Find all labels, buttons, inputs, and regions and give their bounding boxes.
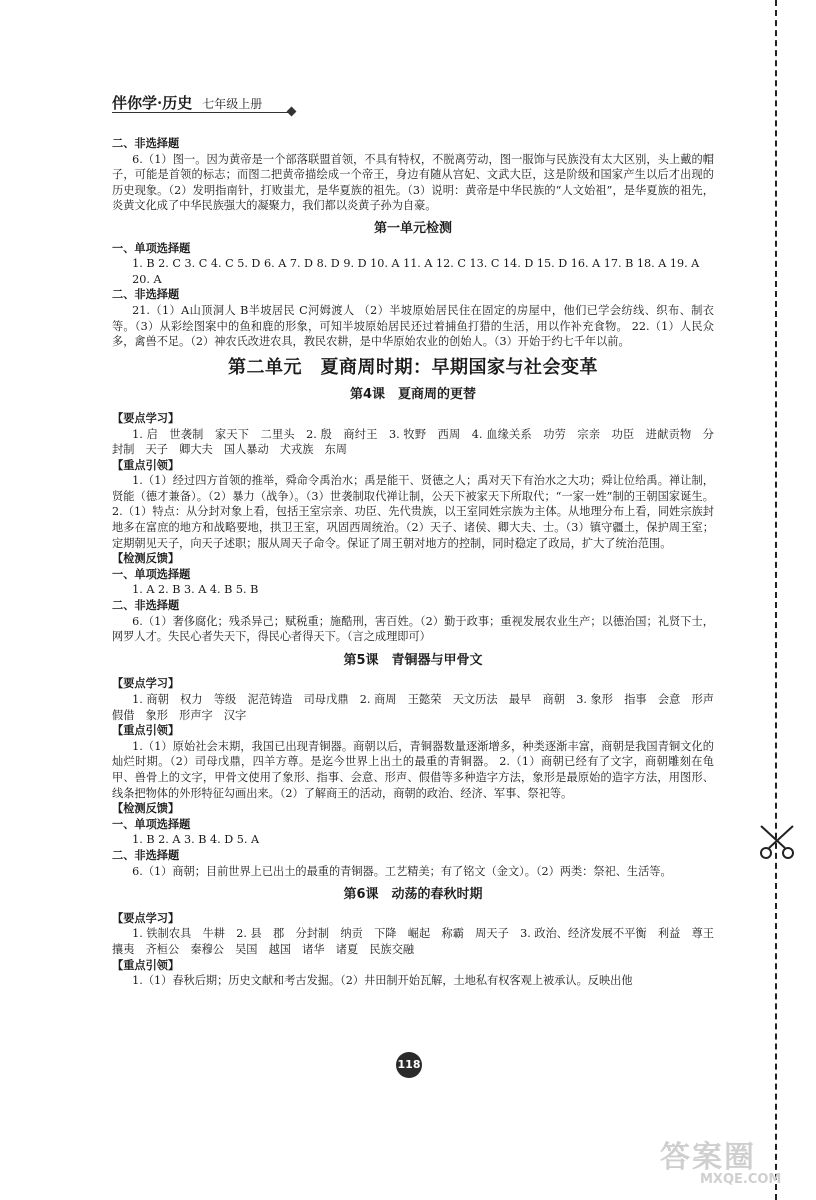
block-tag: 【检测反馈】 xyxy=(112,552,180,566)
choice-answers: 1. A 2. B 3. A 4. B 5. B xyxy=(132,583,259,597)
scissors-icon xyxy=(757,822,797,862)
lesson-title: 第4课 夏商周的更替 xyxy=(349,387,477,403)
section-heading: 二、非选择题 xyxy=(112,288,180,302)
answer-content xyxy=(112,136,726,989)
block-tag: 【要点学习】 xyxy=(112,911,180,925)
choice-answers: 1. B 2. A 3. B 4. D 5. A xyxy=(132,833,260,847)
block-tag: 【检测反馈】 xyxy=(112,802,180,816)
block-tag: 【重点引领】 xyxy=(112,724,180,738)
block-tag: 【要点学习】 xyxy=(112,411,180,425)
watermark-cn: 答案圈 xyxy=(660,1140,756,1175)
page-header xyxy=(112,92,262,113)
section-heading: 二、非选择题 xyxy=(112,848,180,862)
section-heading: 二、非选择题 xyxy=(112,599,180,613)
header-subtitle: 七年级上册 xyxy=(202,97,263,111)
answer-paragraph: 1. 铁制农具 牛耕 2. 县 郡 分封制 纳贡 下降 崛起 称霸 周天子 3. 政治、经济发展不平衡 利益 尊王攘夷 齐桓公 秦穆公 吴国 越国 诸华 诸夏 民族交融 xyxy=(112,927,714,956)
page-number: 118 xyxy=(396,1052,422,1078)
block-tag: 【重点引领】 xyxy=(112,958,180,972)
section-heading: 一、单项选择题 xyxy=(112,567,191,581)
choice-answers: 1. B 2. C 3. C 4. C 5. D 6. A 7. D 8. D 9. D 10. A 11. A 12. C 13. C 14. D 15. D 16. A 17. B 18. A 19. A 20. A xyxy=(132,257,700,286)
answer-paragraph: 1.（1）春秋后期；历史文献和考古发掘。（2）井田制开始瓦解，土地私有权客观上被承认。反映出他 xyxy=(132,974,633,988)
header-rule xyxy=(112,112,292,113)
answer-paragraph: 6.（1）商朝；目前世界上已出土的最重的青铜器。工艺精美；有了铭文（金文）。（2）两类：祭祀、生活等。 xyxy=(132,864,672,878)
header-diamond-icon xyxy=(287,107,297,117)
answer-paragraph: 6.（1）图一。因为黄帝是一个部落联盟首领，不具有特权，不脱离劳动，图一服饰与民族没有太大区别，头上戴的帽子，可能是首领的标志；而图二把黄帝描绘成一个帝王，身边有随从宫妃、文武大臣，这是阶级和国家产生以后才出现的历史现象。（2）发明指南针，打败蚩尤，是华夏族的祖先。（3）说明：黄帝是中华民族的“人文始祖”，是华夏族的祖先，炎黄文化成了中华民族强大的凝聚力，我们都以炎黄子孙为自豪。 xyxy=(112,152,714,213)
block-tag: 【重点引领】 xyxy=(112,458,180,472)
answer-paragraph: 6.（1）奢侈腐化；残杀异己；赋税重；施酷刑，害百姓。（2）勤于政事；重视发展农业生产；以德治国；礼贤下士，网罗人才。失民心者失天下，得民心者得天下。（言之成理即可） xyxy=(112,614,714,644)
section-heading: 一、单项选择题 xyxy=(112,817,191,831)
watermark-en: MXQE.COM xyxy=(700,1172,782,1187)
lesson-title: 第6课 动荡的春秋时期 xyxy=(343,887,483,903)
cut-guide-line xyxy=(775,0,777,1200)
answer-paragraph: 1.（1）经过四方首领的推举，舜命令禹治水；禹是能干、贤德之人；禹对天下有治水之大功；舜让位给禹。禅让制，贤能（德才兼备）。（2）暴力（战争）。（3）世袭制取代禅让制，公天下被家天下所取代；“一家一姓”制的王朝国家诞生。 2.（1）特点：从分封对象上看，包括王室宗亲、功臣、先代贵族，以王室同姓宗族为主体。从地理分布上看，同姓宗族封地多在富庶的地方和战略要地，拱卫王室，巩固西周统治。（2）天子、诸侯、卿大夫、士。（3）镇守疆土，保护周王室；定期朝见天子，向天子述职；服从周天子命令。保证了周王朝对地方的控制，同时稳定了政局，扩大了统治范围。 xyxy=(112,474,714,550)
watermark-logo xyxy=(660,1132,808,1192)
header-title: 伴你学·历史 xyxy=(112,94,193,112)
block-tag: 【要点学习】 xyxy=(112,677,180,691)
section-heading: 一、单项选择题 xyxy=(112,241,191,255)
section-heading: 二、非选择题 xyxy=(112,137,180,150)
test-title: 第一单元检测 xyxy=(373,220,452,236)
answer-paragraph: 21.（1）A山顶洞人 B半坡居民 C河姆渡人 （2）半坡原始居民住在固定的房屋中，他们已学会纺线、织布、制衣等。（3）从彩绘图案中的鱼和鹿的形象，可知半坡原始居民还过着捕鱼打猎的生活，用以作补充食物。 22.（1）人民众多，禽兽不足。（2）神农氏改进农具，教民农耕，是中华原始农业的创始人。（3）开始于约七千年以前。 xyxy=(112,303,714,349)
answer-paragraph: 1. 启 世袭制 家天下 二里头 2. 殷 商纣王 3. 牧野 西周 4. 血缘关系 功劳 宗亲 功臣 进献贡物 分封制 天子 卿大夫 国人暴动 犬戎族 东周 xyxy=(112,427,714,457)
unit-title: 第二单元 夏商周时期：早期国家与社会变革 xyxy=(228,356,598,378)
answer-paragraph: 1.（1）原始社会末期，我国已出现青铜器。商朝以后，青铜器数量逐渐增多，种类逐渐丰富，商朝是我国青铜文化的灿烂时期。（2）司母戊鼎，四羊方尊。是迄今世界上出土的最重的青铜器。 2.（1）商朝已经有了文字，商朝雕刻在龟甲、兽骨上的文字，甲骨文使用了象形、指事、会意、形声、假借等多种造字方法，象形是最原始的造字方法，用图形、线条把物体的外形特征勾画出来。（2）了解商王的活动，商朝的政治、经济、军事、祭祀等。 xyxy=(112,739,714,800)
answer-paragraph: 1. 商朝 权力 等级 泥范铸造 司母戊鼎 2. 商周 王懿荣 天文历法 最早 商朝 3. 象形 指事 会意 形声 假借 象形 形声字 汉字 xyxy=(112,693,726,722)
lesson-title: 第5课 青铜器与甲骨文 xyxy=(343,652,483,668)
